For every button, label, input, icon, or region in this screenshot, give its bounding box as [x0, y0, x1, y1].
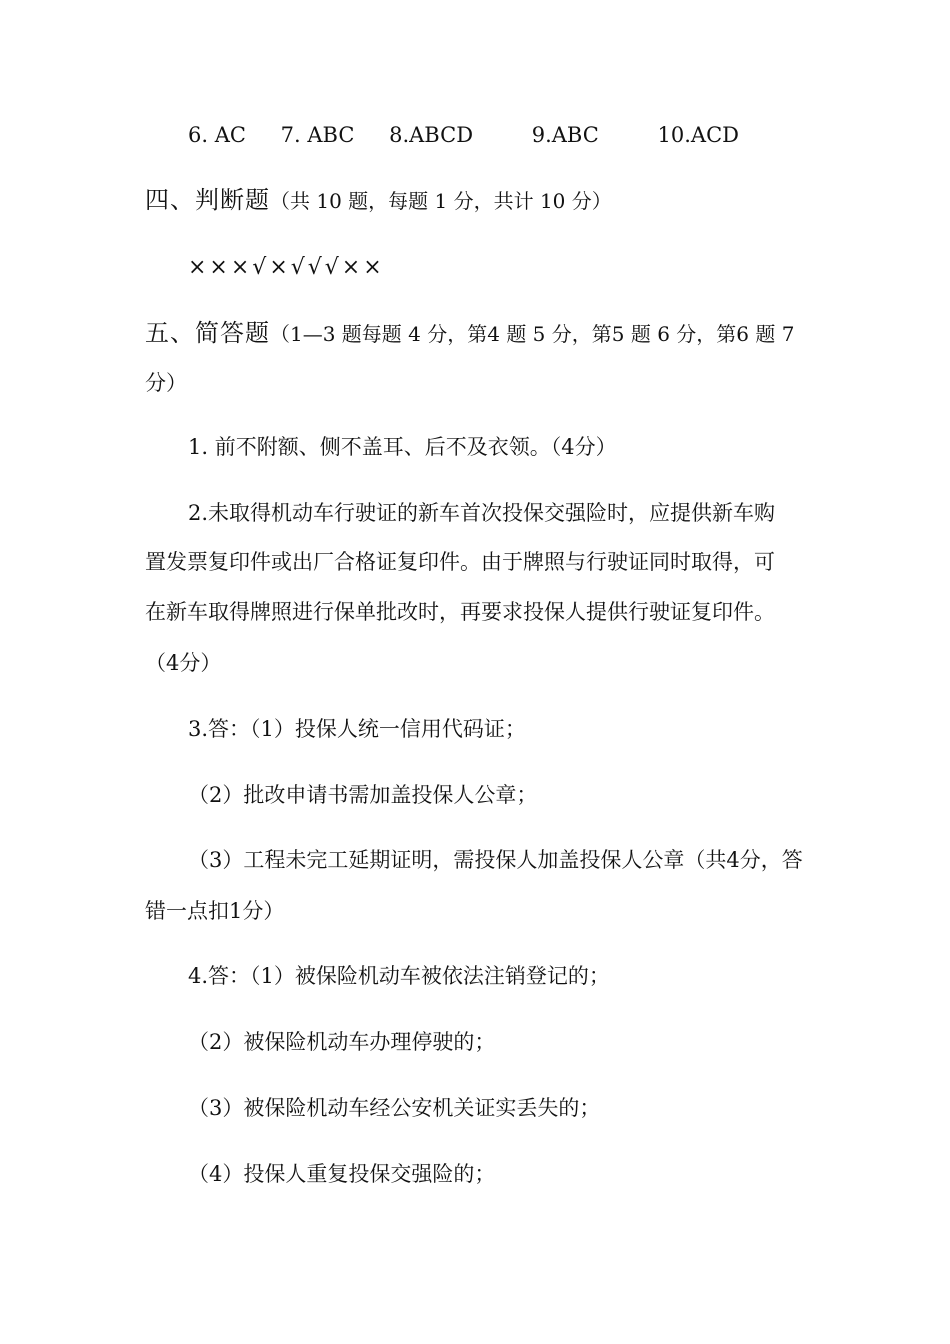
section-5-title: 五、简答题	[145, 319, 270, 347]
section-4-title: 四、判断题	[145, 186, 270, 214]
answer-q2-line2: 置发票复印件或出厂合格证复印件。由于牌照与行驶证同时取得，可	[145, 550, 775, 574]
answer-q4-line2: （2）被保险机动车办理停驶的；	[188, 1030, 496, 1054]
answer-6: 6. AC	[188, 123, 246, 147]
answer-q2-line3: 在新车取得牌照进行保单批改时，再要求投保人提供行驶证复印件。	[145, 600, 775, 624]
answer-9: 9.ABC	[531, 123, 599, 147]
answer-q2-line1: 2.未取得机动车行驶证的新车首次投保交强险时，应提供新车购	[188, 501, 776, 525]
answer-8: 8.ABCD	[389, 123, 474, 147]
answer-q3-line3: （3）工程未完工延期证明，需投保人加盖投保人公章（共4分，答	[188, 848, 803, 872]
answer-10: 10.ACD	[657, 123, 739, 147]
answer-q4-line4: （4）投保人重复投保交强险的；	[188, 1162, 496, 1186]
answer-q2-line4: （4分）	[145, 651, 222, 675]
section-5-note-cont: 分）	[145, 371, 187, 395]
answer-q3-line2: （2）批改申请书需加盖投保人公章；	[188, 783, 538, 807]
answer-q3-line1: 3.答：（1）投保人统一信用代码证；	[188, 717, 526, 741]
answer-7: 7. ABC	[280, 123, 355, 147]
section-4-note: （共 10 题，每题 1 分，共计 10 分）	[270, 189, 612, 213]
answer-q4-line1: 4.答：（1）被保险机动车被依法注销登记的；	[188, 964, 610, 988]
answer-q4-line3: （3）被保险机动车经公安机关证实丢失的；	[188, 1096, 601, 1120]
section-5-note: （1—3 题每题 4 分，第4 题 5 分，第5 题 6 分，第6 题 7	[270, 322, 795, 346]
answer-q3-line4: 错一点扣1分）	[145, 899, 285, 923]
multiple-choice-answers	[188, 120, 767, 150]
true-false-answers: ×××√×√√√××	[188, 255, 385, 280]
section-4-heading	[145, 185, 612, 216]
answer-q1: 1. 前不附额、侧不盖耳、后不及衣领。（4分）	[188, 435, 617, 459]
section-5-heading	[145, 318, 794, 349]
